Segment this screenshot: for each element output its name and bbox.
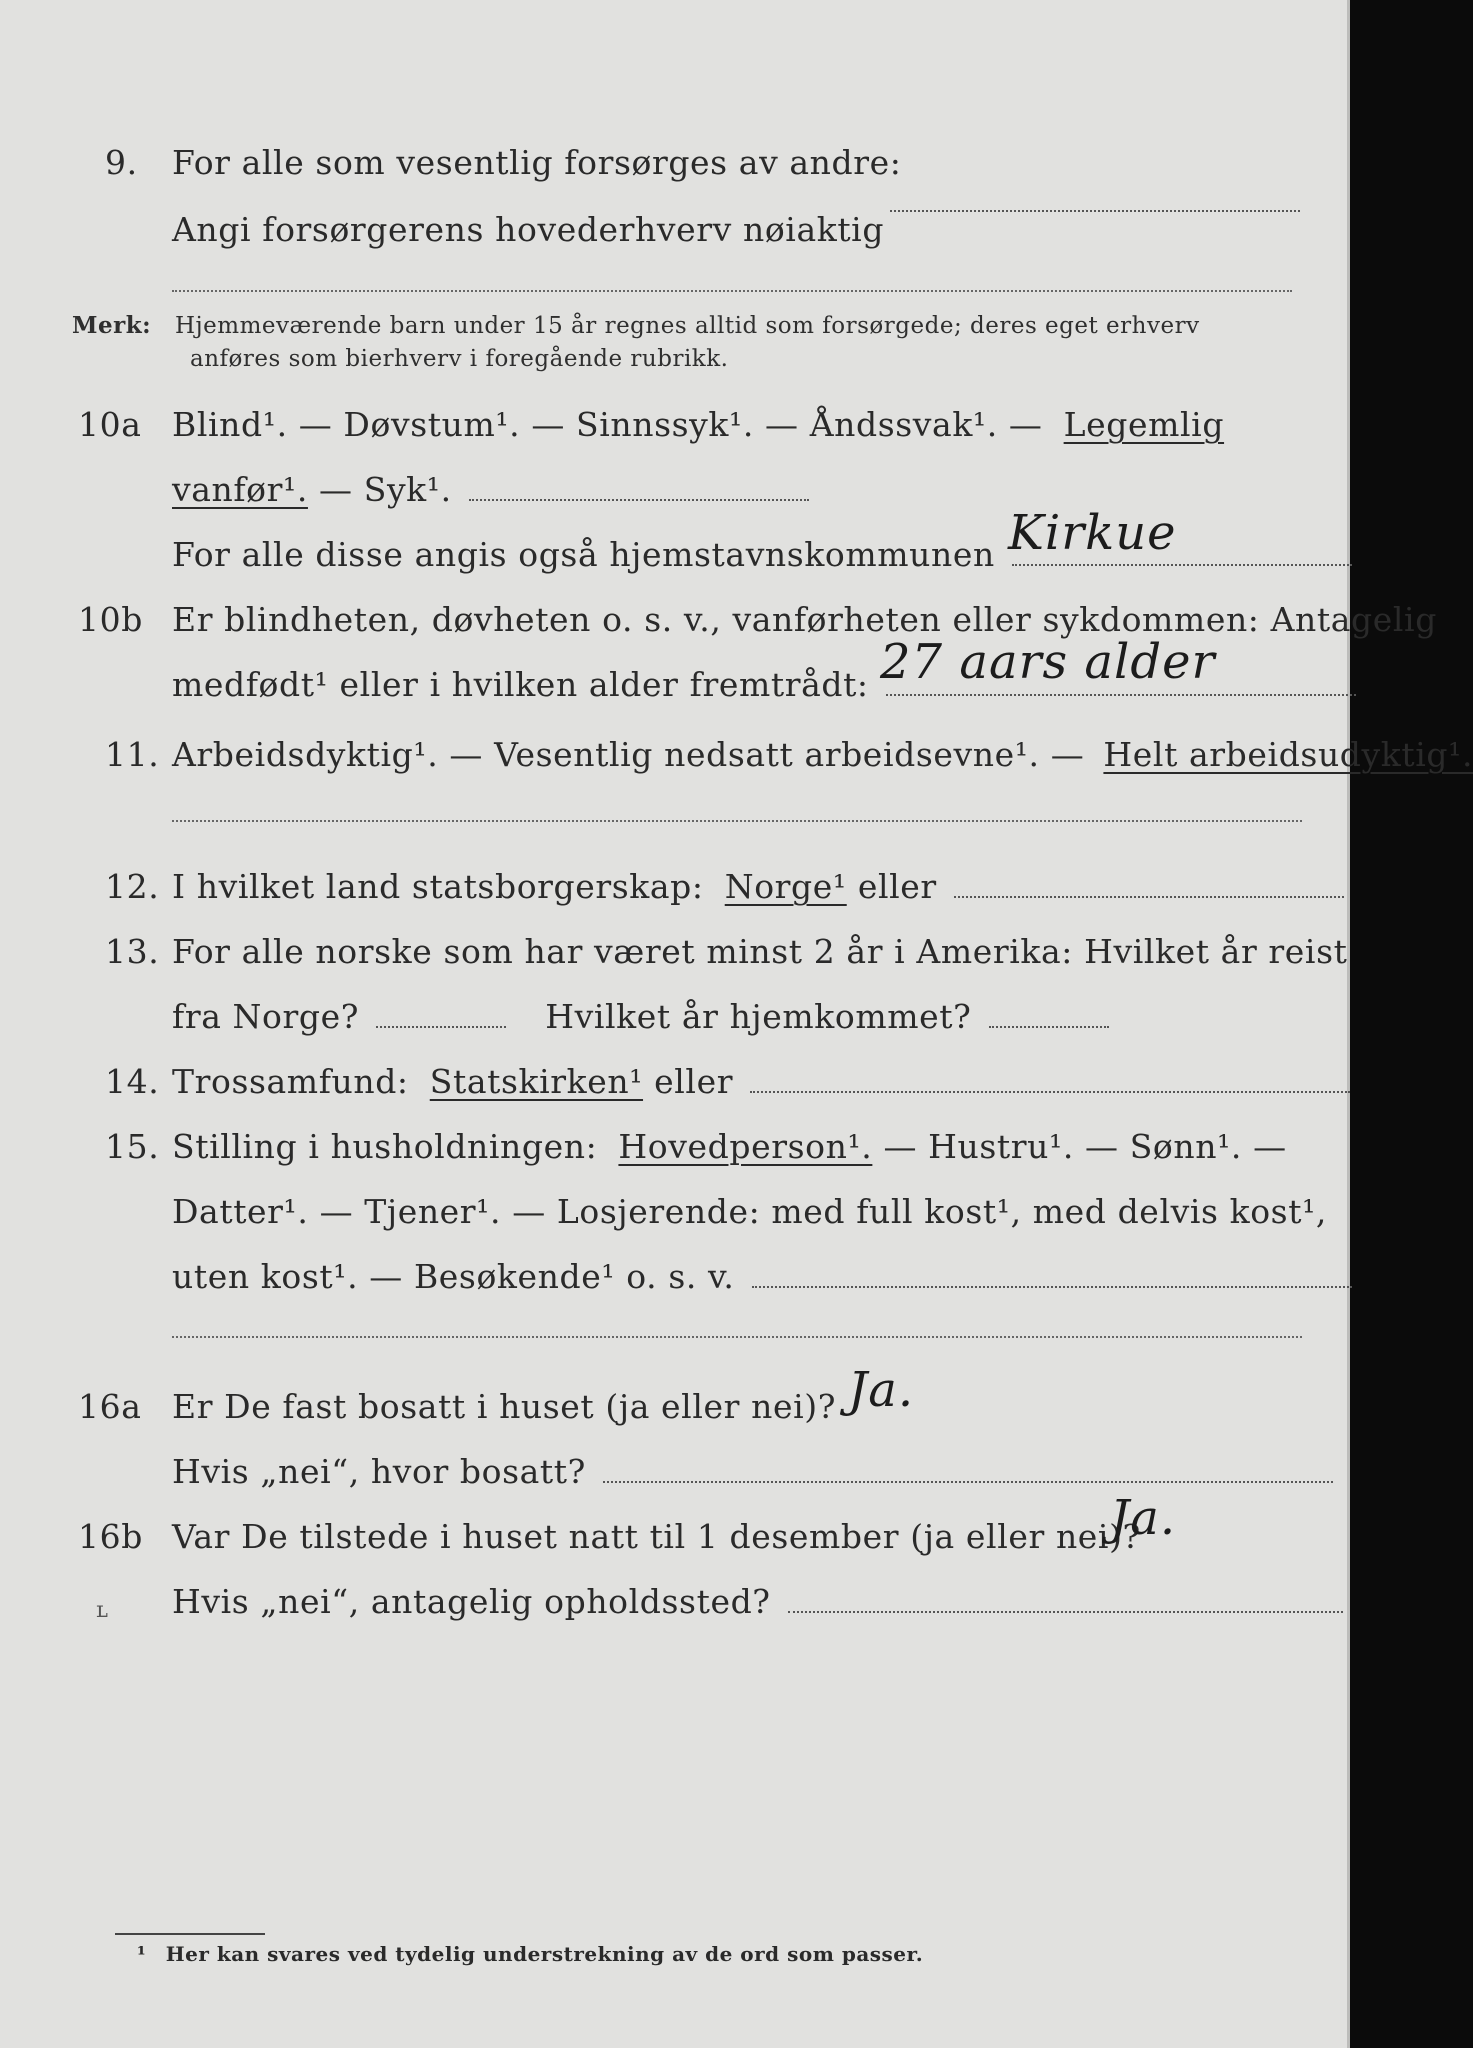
question-text: Angi forsørgerens hovederhverv nøiaktig — [172, 210, 885, 249]
question-number: 10b — [78, 600, 143, 639]
underlined-option: Norge¹ — [724, 867, 847, 906]
underlined-option: Helt arbeidsudyktig¹. — [1103, 735, 1473, 774]
question-text: Hvis „nei“, antagelig opholdssted? — [172, 1582, 771, 1621]
question-number: 13. — [105, 932, 160, 971]
handwritten-answer: Ja. — [1110, 1490, 1177, 1546]
answer-line — [752, 1286, 1352, 1288]
question-text: Datter¹. — Tjener¹. — Losjerende: med full kost¹, med delvis kost¹, — [172, 1192, 1327, 1231]
question-text: eller — [654, 1062, 734, 1101]
question-text: — Syk¹. — [319, 470, 452, 509]
question-text: uten kost¹. — Besøkende¹ o. s. v. — [172, 1257, 735, 1296]
answer-line — [989, 1026, 1109, 1028]
question-text: medfødt¹ eller i hvilken alder fremtrådt: — [172, 665, 869, 704]
question-text: For alle som vesentlig forsørges av andre: — [172, 143, 902, 182]
answer-line — [172, 290, 1292, 292]
question-9-line-2 — [0, 195, 1350, 255]
answer-line — [603, 1481, 1333, 1483]
question-text: For alle norske som har været minst 2 år i Amerika: Hvilket år reist — [172, 932, 1348, 971]
answer-line — [469, 499, 809, 501]
question-10a-line-1 — [0, 390, 1350, 450]
question-text: I hvilket land statsborgerskap: — [172, 867, 704, 906]
question-number: 15. — [105, 1127, 160, 1166]
question-13-line-1 — [0, 917, 1350, 977]
pencil-mark: ʟ — [96, 1598, 108, 1623]
question-text: eller — [857, 867, 937, 906]
handwritten-answer: Kirkue — [1008, 505, 1177, 561]
answer-line — [750, 1091, 1350, 1093]
question-11-line-1 — [0, 720, 1473, 780]
question-text: For alle disse angis også hjemstavnskommunen — [172, 535, 995, 574]
note-text: Hjemmeværende barn under 15 år regnes alltid som forsørgede; deres eget erhverv — [174, 313, 1200, 339]
question-text: Blind¹. — Døvstum¹. — Sinnssyk¹. — Åndssvak¹. — — [172, 405, 1043, 444]
question-number: 12. — [105, 867, 160, 906]
question-15-line-2 — [0, 1177, 1350, 1237]
question-text: Trossamfund: — [172, 1062, 409, 1101]
question-text: Arbeidsdyktig¹. — Vesentlig nedsatt arbeidsevne¹. — — [172, 735, 1085, 774]
footnote — [137, 1942, 923, 1966]
note-line-2: anføres som bierhverv i foregående rubrikk. — [190, 346, 729, 372]
question-text: Hvis „nei“, hvor bosatt? — [172, 1452, 586, 1491]
question-text: Stilling i husholdningen: — [172, 1127, 598, 1166]
footnote-text: Her kan svares ved tydelig understrekning av de ord som passer. — [165, 1942, 924, 1966]
question-number: 16a — [78, 1387, 142, 1426]
question-9-line-1 — [0, 128, 1350, 188]
question-16b-line-2 — [0, 1567, 1350, 1627]
question-13-line-2 — [0, 982, 1350, 1042]
question-number: 10a — [78, 405, 142, 444]
question-number: 9. — [105, 143, 138, 182]
underlined-option: Legemlig — [1063, 405, 1225, 444]
note-line-1 — [72, 312, 1200, 339]
question-text: Var De tilstede i huset natt til 1 desember (ja eller nei)? — [172, 1517, 1141, 1556]
question-number: 16b — [78, 1517, 143, 1556]
question-text: — Hustru¹. — Sønn¹. — — [883, 1127, 1287, 1166]
question-12 — [0, 852, 1350, 912]
answer-line — [376, 1026, 506, 1028]
question-number: 14. — [105, 1062, 160, 1101]
question-15-line-3 — [0, 1242, 1350, 1302]
question-16a-line-1 — [0, 1372, 1350, 1432]
footnote-rule — [115, 1933, 265, 1935]
underlined-option: Statskirken¹ — [429, 1062, 644, 1101]
question-text: fra Norge? — [172, 997, 360, 1036]
answer-line — [788, 1611, 1343, 1613]
answer-line — [954, 896, 1344, 898]
footnote-mark: ¹ — [137, 1942, 147, 1966]
question-number: 11. — [105, 735, 160, 774]
note-label: Merk: — [72, 312, 152, 339]
question-14 — [0, 1047, 1350, 1107]
question-16a-line-2 — [0, 1437, 1350, 1497]
question-text: Er De fast bosatt i huset (ja eller nei)? — [172, 1387, 836, 1426]
underlined-option: vanfør¹. — [172, 470, 308, 509]
answer-line — [172, 820, 1302, 822]
handwritten-answer: 27 aars alder — [880, 634, 1216, 690]
question-15-line-1 — [0, 1112, 1350, 1172]
underlined-option: Hovedperson¹. — [618, 1127, 873, 1166]
answer-line — [172, 1336, 1302, 1338]
question-text: Er blindheten, døvheten o. s. v., vanførheten eller sykdommen: Antagelig — [172, 600, 1437, 639]
answer-line — [890, 210, 1300, 212]
answer-line — [1012, 564, 1352, 566]
question-text: Hvilket år hjemkommet? — [545, 997, 972, 1036]
answer-line — [886, 694, 1356, 696]
handwritten-answer: Ja. — [848, 1362, 915, 1418]
